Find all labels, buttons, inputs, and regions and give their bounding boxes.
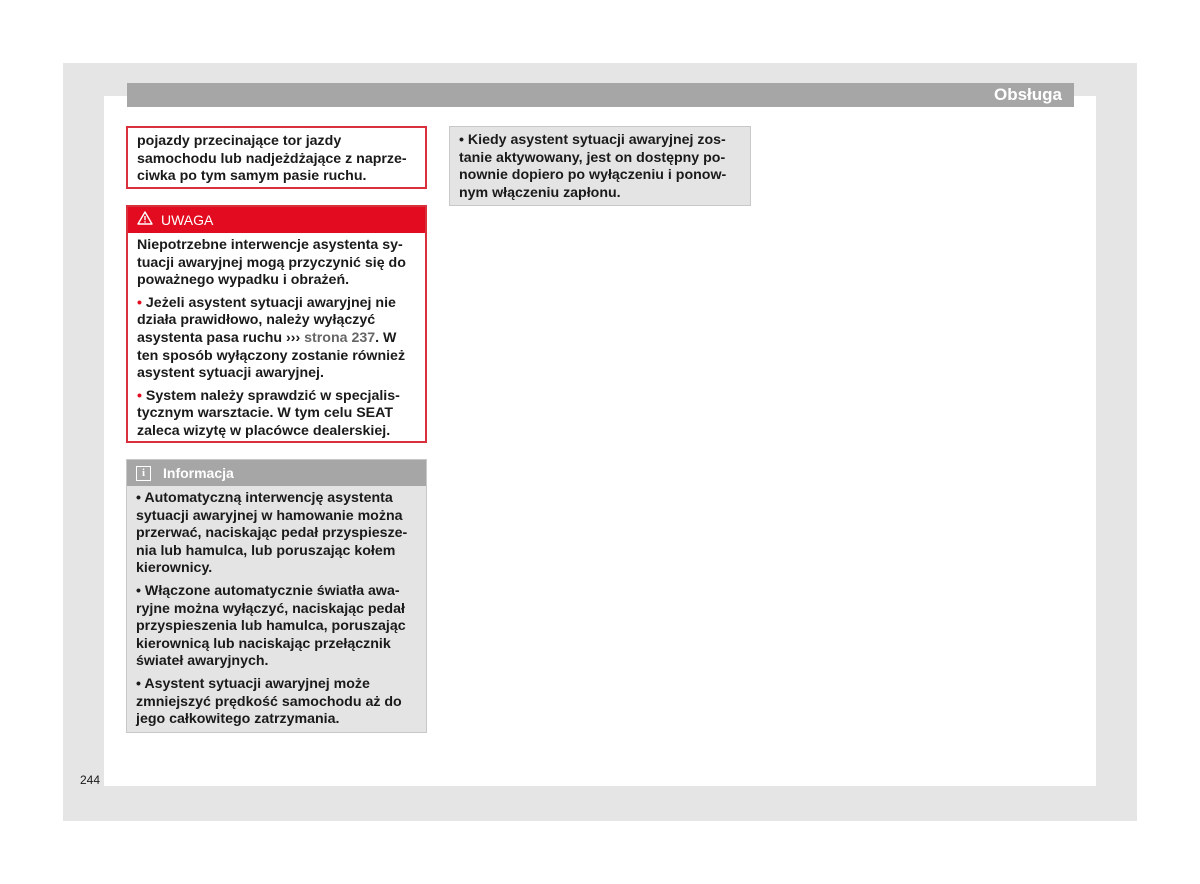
info-box: [126, 459, 427, 733]
section-header: [127, 83, 1074, 107]
page-number: 244: [80, 773, 101, 787]
bullet-icon: •: [137, 294, 142, 311]
warning-bullet-2: • System należy sprawdzić w specjalis- tycznym warsztacie. W tym celu SEAT zaleca wizytę w placówce dealerskiej.: [137, 387, 400, 439]
right-box-text: • Kiedy asystent sytuacji awaryjnej zos- tanie aktywowany, jest on dostępny po- nownie dopiero po wyłączeniu i ponow- nym włączeniu zapłonu.: [459, 132, 727, 201]
bullet-icon: •: [137, 387, 142, 404]
info-item-2: • Włączone automatycznie światła awa- ryjne można wyłączyć, naciskając pedał przyspieszenia lub hamulca, poruszając kierownicą lub naciskając przełącznik świateł awaryjnych.: [136, 582, 406, 670]
info-header: [127, 460, 426, 486]
warning-title: UWAGA: [161, 212, 214, 228]
warning-box: [126, 205, 427, 443]
warning-triangle-icon: [137, 207, 153, 233]
warning-intro: Niepotrzebne interwencje asystenta sy- tuacji awaryjnej mogą przyczynić się do poważnego wypadku i obrażeń.: [137, 237, 406, 289]
continuation-box: [126, 126, 427, 189]
warning-header: [128, 207, 425, 233]
info-title: Informacja: [163, 465, 234, 481]
warning-bullet-1: • Jeżeli asystent sytuacji awaryjnej nie działa prawidłowo, należy wyłączyć asystenta pasa ruchu ››› strona 237. W ten sposób wyłączony zostanie również asystent sytuacji awaryjnej.: [137, 294, 406, 382]
info-item-1: • Automatyczną interwencję asystenta sytuacji awaryjnej w hamowanie można przerwać, naciskając pedał przyspiesze- nia lub hamulca, lub poruszając kołem kierownicy.: [136, 490, 408, 577]
page-link[interactable]: strona 237: [304, 329, 376, 346]
section-title: Obsługa: [993, 85, 1062, 104]
continuation-text: pojazdy przecinające tor jazdy samochodu lub nadjeżdżające z naprze- ciwka po tym samym pasie ruchu.: [137, 133, 407, 185]
info-item-3: • Asystent sytuacji awaryjnej może zmniejszyć prędkość samochodu aż do jego całkowitego zatrzymania.: [136, 675, 402, 728]
info-icon: i: [136, 466, 151, 481]
right-info-box: [449, 126, 751, 206]
